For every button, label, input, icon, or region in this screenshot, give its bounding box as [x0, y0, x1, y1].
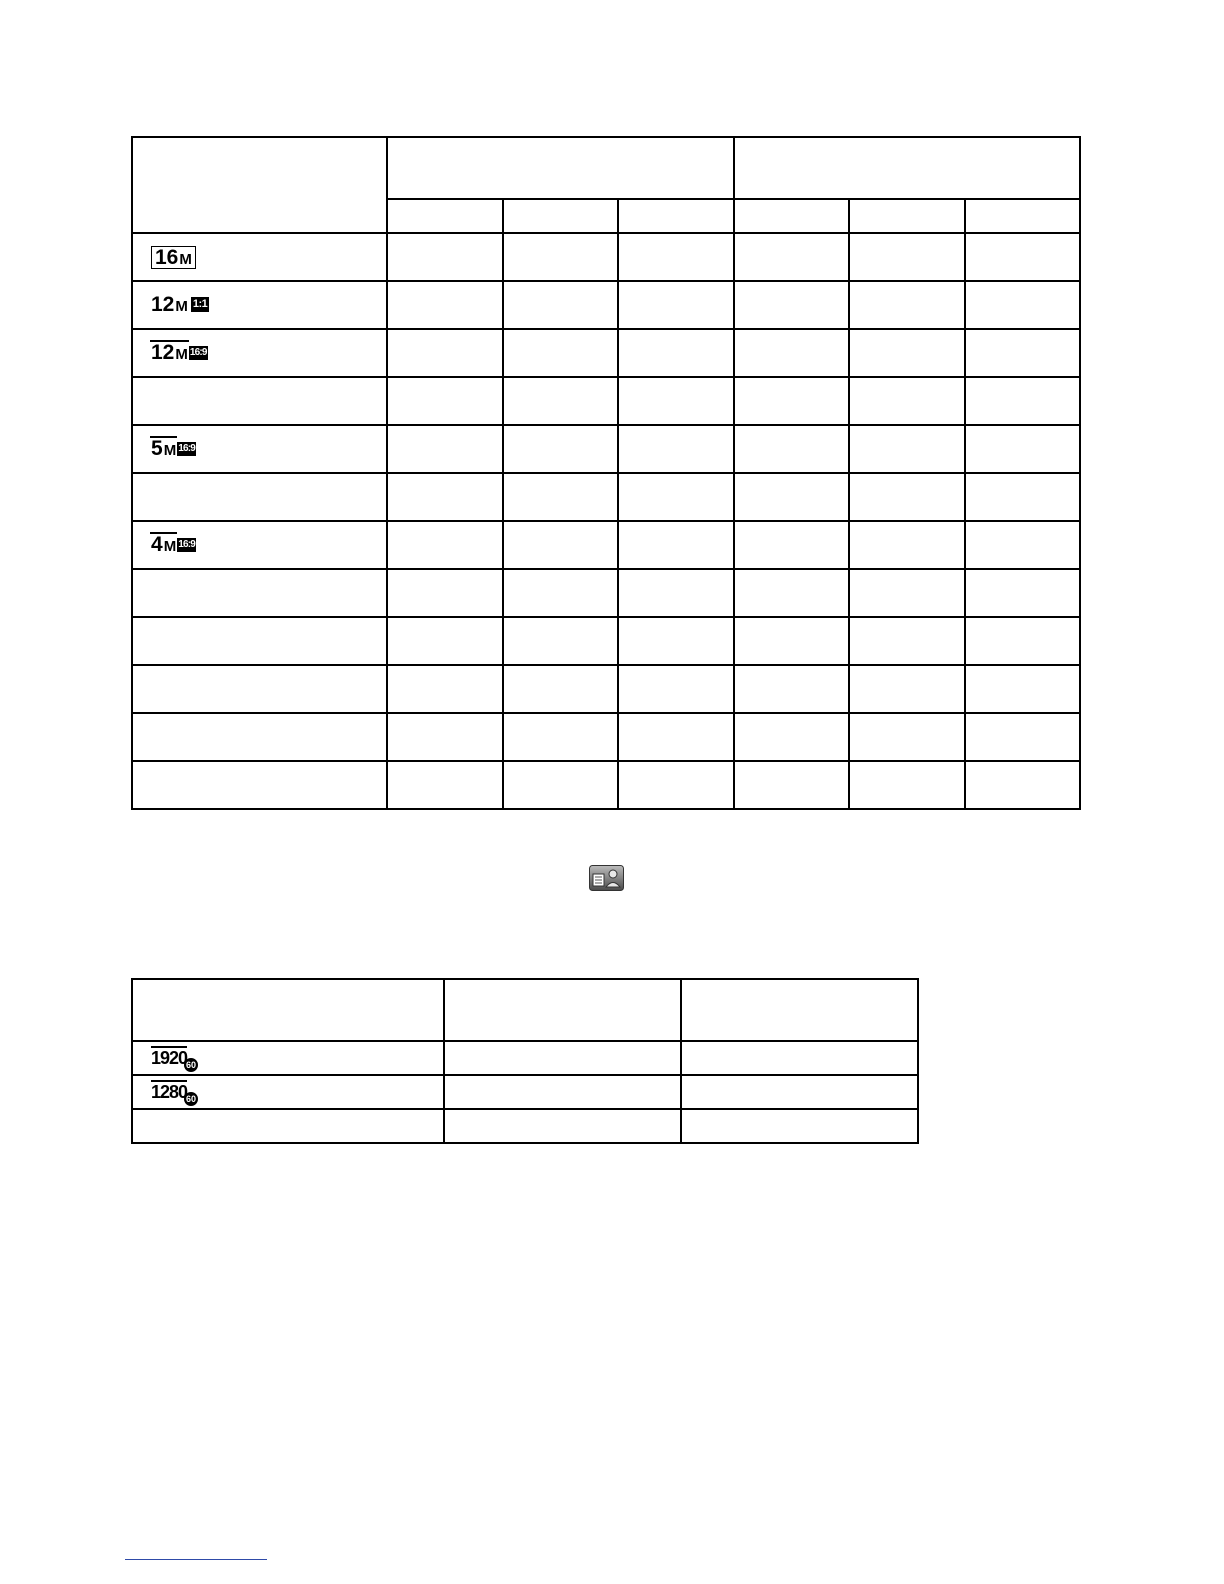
table1-value-cell: [387, 329, 503, 377]
movie-size-number: 1280: [151, 1081, 188, 1102]
table1-value-cell: [849, 377, 965, 425]
table1-row: [132, 377, 1080, 425]
table1-value-cell: [965, 713, 1081, 761]
table1-value-cell: [387, 377, 503, 425]
image-size-icon: [151, 438, 196, 459]
movie-size-cell: [132, 1041, 444, 1075]
table1-row: [132, 761, 1080, 809]
table1-value-cell: [618, 521, 734, 569]
image-size-value: [151, 342, 188, 363]
table2-value-cell: [681, 1041, 918, 1075]
table1-value-cell: [618, 617, 734, 665]
megapixel-unit: M: [175, 346, 188, 363]
image-size-value: [155, 247, 192, 268]
table1-value-cell: [849, 233, 965, 281]
image-size-cell: [132, 329, 387, 377]
image-size-cell: [132, 233, 387, 281]
aspect-ratio-badge: 16:9: [189, 346, 207, 358]
table1-value-cell: [618, 569, 734, 617]
table1-value-cell: [618, 281, 734, 329]
table1-row: [132, 521, 1080, 569]
table1-value-cell: [503, 329, 619, 377]
table1-value-cell: [734, 761, 850, 809]
movie-size-icon: [151, 1048, 199, 1069]
table1-row: [132, 473, 1080, 521]
table1-row: [132, 617, 1080, 665]
image-size-cell: [132, 377, 387, 425]
table1-row: [132, 665, 1080, 713]
table1-subheader-cell: [849, 199, 965, 233]
table1-value-cell: [503, 377, 619, 425]
table1-value-cell: [503, 281, 619, 329]
table1-value-cell: [734, 521, 850, 569]
table2-value-cell: [681, 1109, 918, 1143]
table1-value-cell: [387, 473, 503, 521]
image-size-table: [131, 136, 1081, 810]
table1-value-cell: [618, 761, 734, 809]
table1-value-cell: [965, 281, 1081, 329]
table1-value-cell: [618, 473, 734, 521]
image-size-value: [151, 534, 176, 555]
table1-value-cell: [387, 665, 503, 713]
movie-size-cell: [132, 1075, 444, 1109]
image-size-cell: [132, 569, 387, 617]
table1-value-cell: [965, 233, 1081, 281]
table1-value-cell: [849, 761, 965, 809]
table1-row: [132, 233, 1080, 281]
table1-subheader-cell: [618, 199, 734, 233]
table1-header-group-1: [387, 137, 734, 199]
table1-value-cell: [387, 281, 503, 329]
table1-value-cell: [618, 425, 734, 473]
table1-value-cell: [387, 761, 503, 809]
megapixel-unit: M: [163, 442, 177, 459]
table1-value-cell: [734, 377, 850, 425]
table2-header-cell: [132, 979, 444, 1041]
table1-value-cell: [503, 617, 619, 665]
table1-value-cell: [503, 713, 619, 761]
table1-value-cell: [849, 425, 965, 473]
table1-value-cell: [734, 665, 850, 713]
table1-value-cell: [503, 521, 619, 569]
table1-value-cell: [503, 473, 619, 521]
table1-value-cell: [387, 713, 503, 761]
table2-value-cell: [444, 1041, 681, 1075]
table1-row: [132, 281, 1080, 329]
megapixel-unit: M: [175, 298, 188, 315]
table1-value-cell: [387, 569, 503, 617]
table2-value-cell: [444, 1075, 681, 1109]
table1-value-cell: [965, 569, 1081, 617]
megapixel-unit: M: [163, 538, 177, 555]
table1-subheader-cell: [965, 199, 1081, 233]
table2-value-cell: [444, 1109, 681, 1143]
table1-header-row-1: [132, 137, 1080, 199]
table1-subheader-cell: [734, 199, 850, 233]
footnote-divider: [125, 1559, 267, 1560]
table1-value-cell: [734, 569, 850, 617]
table2-row: [132, 1075, 918, 1109]
table1-value-cell: [849, 473, 965, 521]
table1-value-cell: [965, 377, 1081, 425]
image-size-icon: [151, 246, 196, 269]
table1-value-cell: [734, 425, 850, 473]
table1-value-cell: [965, 761, 1081, 809]
table1-value-cell: [734, 713, 850, 761]
table2-header-cell: [444, 979, 681, 1041]
table2-value-cell: [681, 1075, 918, 1109]
image-size-number: 16: [155, 245, 179, 269]
image-size-value: [151, 294, 188, 315]
movie-size-table: [131, 978, 919, 1144]
movie-size-number: 1920: [151, 1047, 188, 1068]
table1-value-cell: [734, 473, 850, 521]
table1-value-cell: [387, 425, 503, 473]
table1-value-cell: [849, 713, 965, 761]
image-size-icon: [151, 294, 209, 315]
table1-subheader-cell: [503, 199, 619, 233]
aspect-ratio-badge: 16:9: [178, 538, 196, 550]
table2-row: [132, 1109, 918, 1143]
table1-row: [132, 425, 1080, 473]
table1-row: [132, 329, 1080, 377]
table1-value-cell: [734, 281, 850, 329]
table1-value-cell: [618, 377, 734, 425]
table1-value-cell: [387, 521, 503, 569]
table1-value-cell: [503, 665, 619, 713]
movie-size-cell: [132, 1109, 444, 1143]
table1-header-group-2: [734, 137, 1081, 199]
table1-value-cell: [965, 521, 1081, 569]
image-size-number: 12: [151, 341, 175, 364]
table1-value-cell: [503, 761, 619, 809]
image-size-cell: [132, 425, 387, 473]
movie-size-icon: [151, 1082, 199, 1103]
table1-value-cell: [618, 329, 734, 377]
image-size-value: [151, 438, 176, 459]
image-size-number: 12: [151, 293, 175, 316]
table1-value-cell: [503, 233, 619, 281]
image-size-icon: [151, 534, 196, 555]
table1-row: [132, 713, 1080, 761]
table1-value-cell: [849, 665, 965, 713]
table1-value-cell: [965, 425, 1081, 473]
table1-value-cell: [734, 233, 850, 281]
image-size-number: 5: [151, 437, 163, 460]
frame-rate-badge: 60: [183, 1091, 199, 1107]
image-size-cell: [132, 473, 387, 521]
image-size-cell: [132, 665, 387, 713]
image-size-cell: [132, 761, 387, 809]
table2-header-row: [132, 979, 918, 1041]
table1-subheader-cell: [387, 199, 503, 233]
table1-value-cell: [849, 329, 965, 377]
table1-value-cell: [965, 617, 1081, 665]
table2-row: [132, 1041, 918, 1075]
table1-value-cell: [734, 329, 850, 377]
table1-value-cell: [965, 473, 1081, 521]
camera-guide-icon: [589, 865, 624, 891]
table1-value-cell: [503, 425, 619, 473]
table1-value-cell: [734, 617, 850, 665]
image-size-cell: [132, 521, 387, 569]
table1-header-corner-cell: [132, 137, 387, 233]
image-size-cell: [132, 617, 387, 665]
table1-value-cell: [387, 617, 503, 665]
table1-value-cell: [618, 233, 734, 281]
aspect-ratio-badge: 1:1: [192, 298, 208, 310]
table1-row: [132, 569, 1080, 617]
table1-value-cell: [503, 569, 619, 617]
image-size-cell: [132, 281, 387, 329]
image-size-cell: [132, 713, 387, 761]
table1-value-cell: [618, 713, 734, 761]
table1-value-cell: [965, 665, 1081, 713]
aspect-ratio-badge: 16:9: [178, 442, 196, 454]
megapixel-unit: M: [179, 250, 192, 268]
table1-value-cell: [618, 665, 734, 713]
table1-value-cell: [849, 569, 965, 617]
table1-value-cell: [849, 281, 965, 329]
frame-rate-badge: 60: [183, 1057, 199, 1073]
image-size-number: 4: [151, 533, 163, 556]
table1-value-cell: [849, 617, 965, 665]
table2-header-cell: [681, 979, 918, 1041]
table1-value-cell: [849, 521, 965, 569]
table1-value-cell: [387, 233, 503, 281]
table1-value-cell: [965, 329, 1081, 377]
image-size-icon: [151, 342, 208, 363]
